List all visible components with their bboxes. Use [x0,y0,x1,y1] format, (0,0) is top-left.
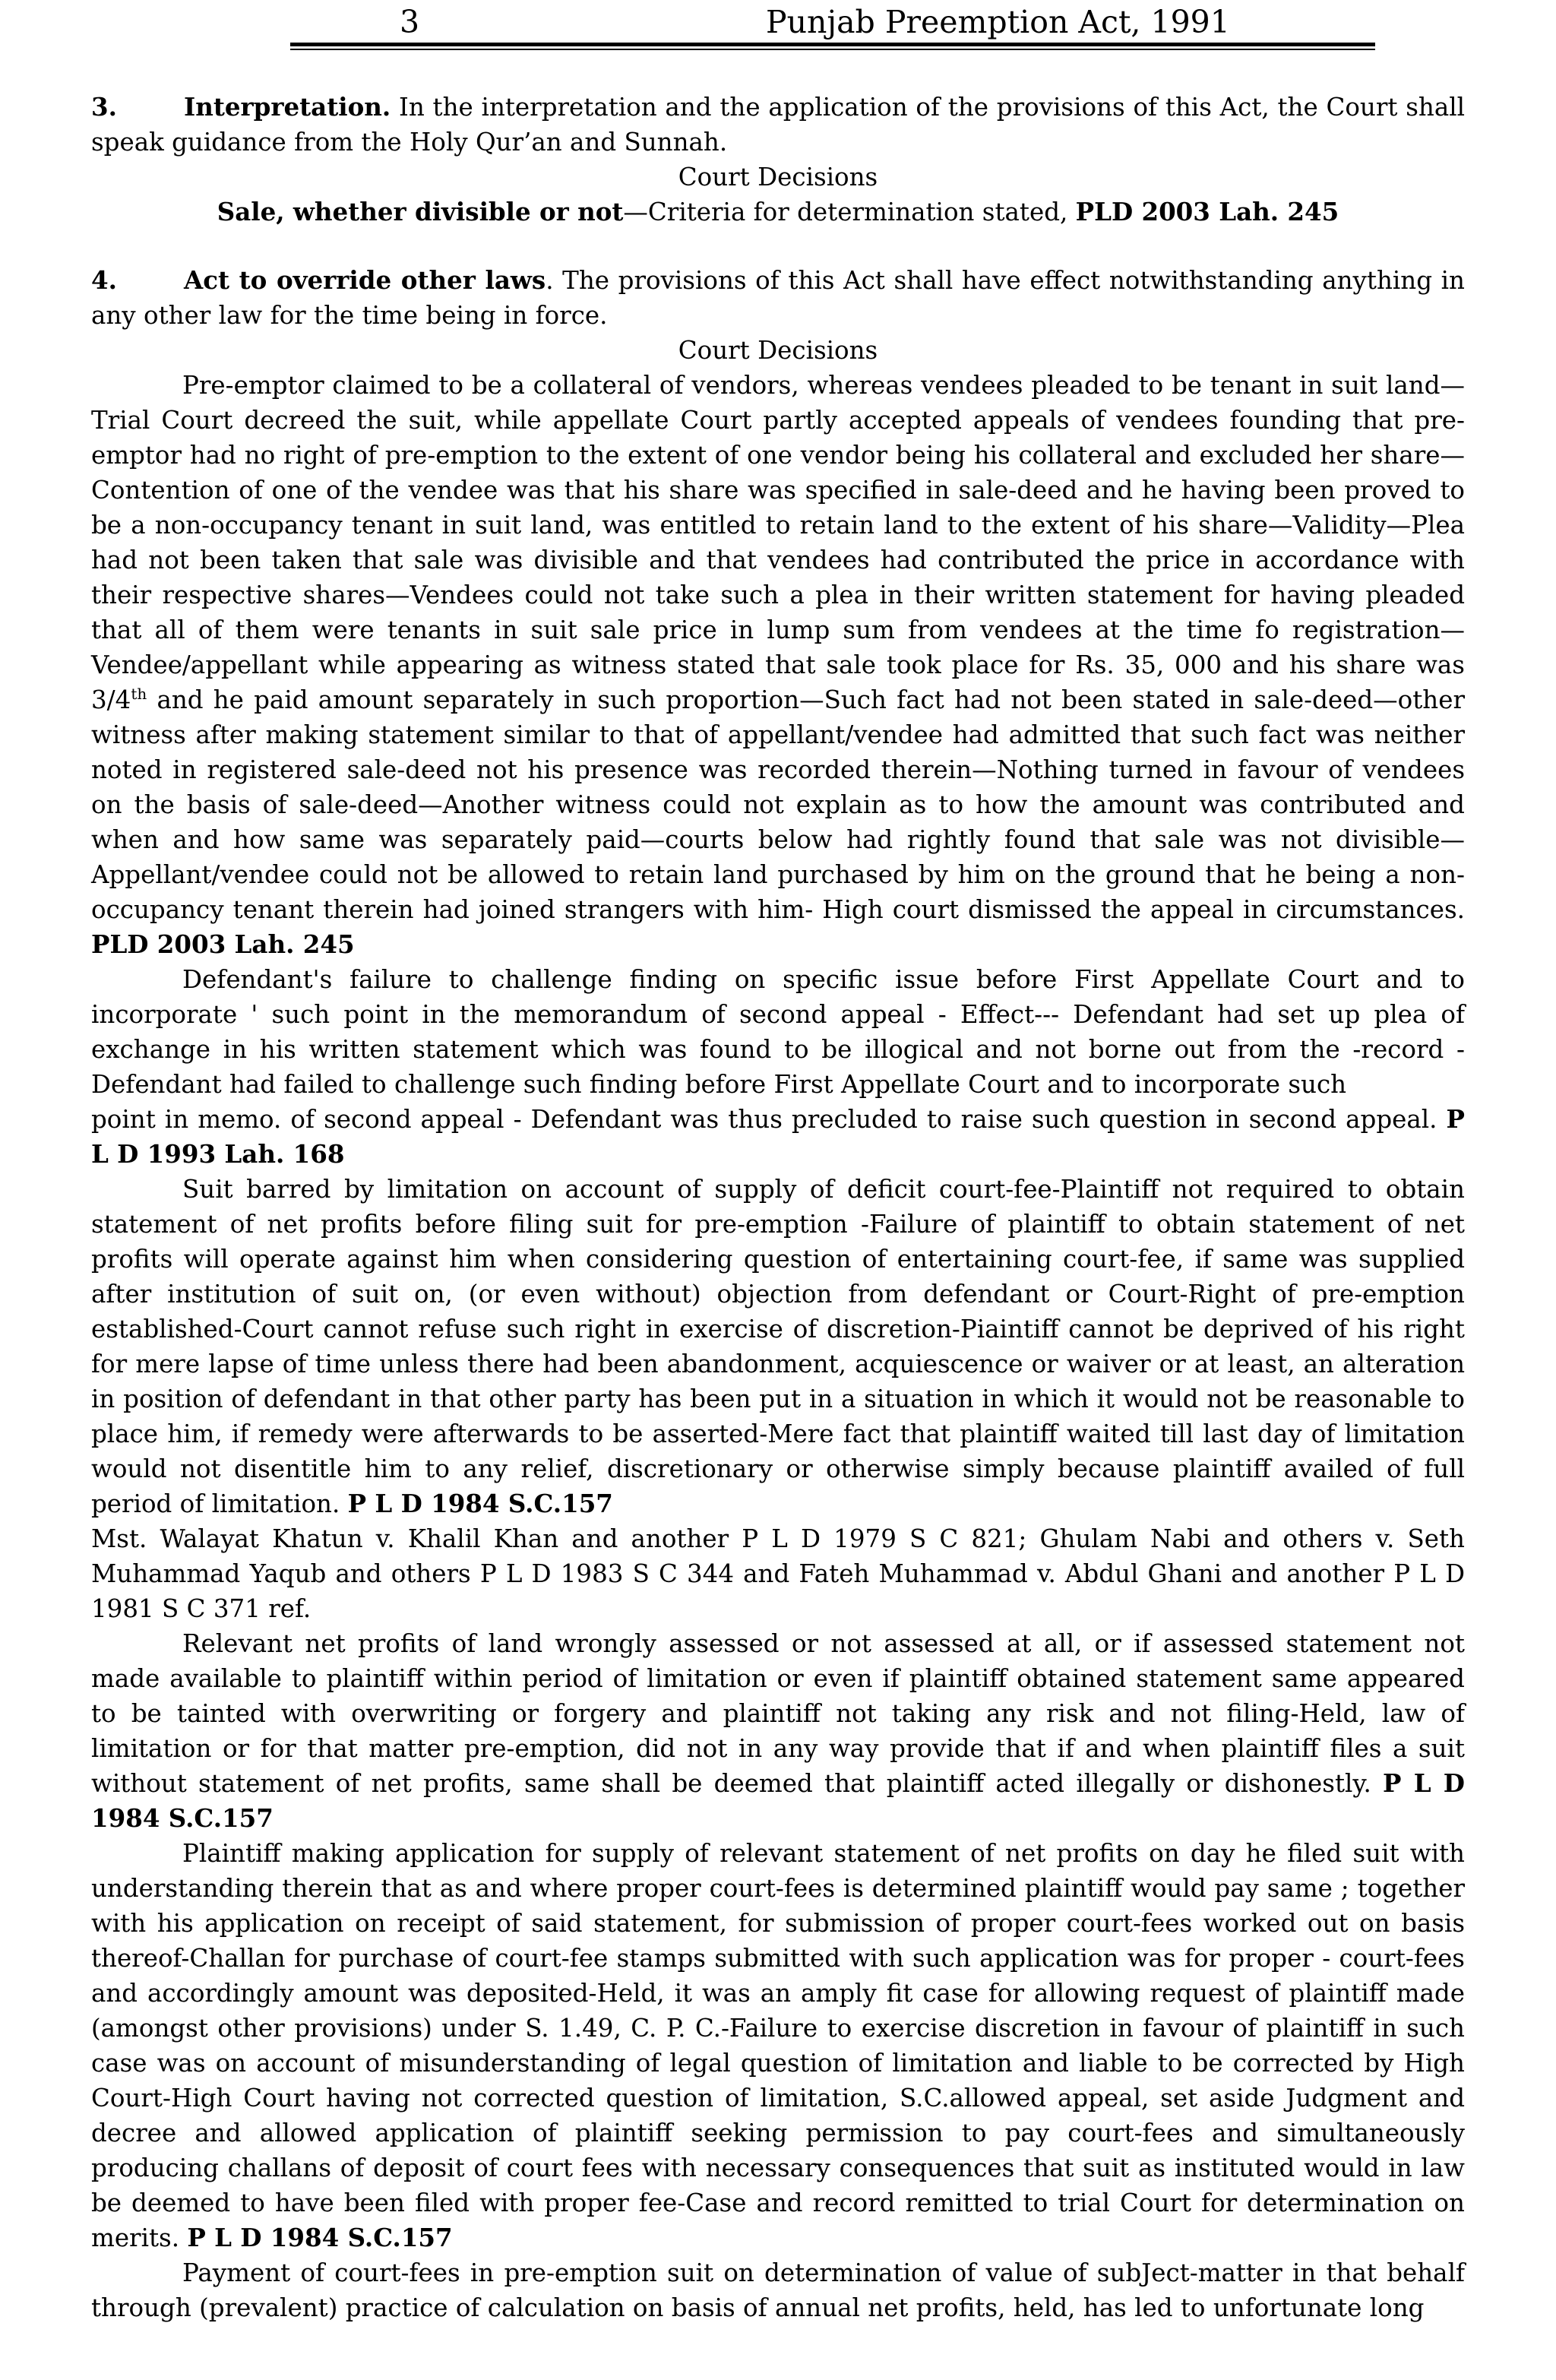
section-4 [91,263,1465,333]
running-title: Punjab Preemption Act, 1991 [766,4,1230,40]
decision-paragraph-5 [91,1626,1465,1836]
paragraph-text: Plaintiff making application for supply of relevant statement of net profits on day he filed suit with understanding therein that as and where proper court-fees is determined plaintiff would pay same ; together with his application on receipt of said statement, for submission of proper court-fees worked out on basis thereof-Challan for purchase of court-fee stamps submitted with such application was for proper - court-fees and accordingly amount was deposited-Held, it was an amply fit case for allowing request of plaintiff made (amongst other provisions) under S. 1.49, C. P. C.-Failure to exercise discretion in favour of plaintiff in such case was on account of misunderstanding of legal question of limitation and liable to be corrected by High Court-High Court having not corrected question of limitation, S.C.allowed appeal, set aside Judgment and decree and allowed application of plaintiff seeking permission to pay court-fees and simultaneously producing challans of deposit of court fees with necessary consequences that suit as instituted would in law be deemed to have been filed with proper fee-Case and record remitted to trial Court for determination on merits. [91,1839,1465,2252]
document-page [91,0,1465,2322]
decision-paragraph-6 [91,1836,1465,2255]
citation: P L D 1984 S.C.157 [187,2223,453,2252]
paragraph-text: Payment of court-fees in pre-emption suit on determination of value of subJect-matter in that behalf through (prevalent) practice of calculation on basis of annual net profits, held, has led to unfortunate long [91,2258,1465,2322]
paragraph-text: Pre-emptor claimed to be a collateral of vendors, whereas vendees pleaded to be tenant in suit land—Trial Court decreed the suit, while appellate Court partly accepted appeals of vendees founding that pre-emptor had no right of pre-emption to the extent of one vendor being his collateral and excluded her share—Contention of one of the vendee was that his share was specified in sale-deed and he having been proved to be a non-occupancy tenant in suit land, was entitled to retain land to the extent of his share—Validity—Plea had not been taken that sale was divisible and that vendees had contributed the price in accordance with their respective shares—Vendees could not take such a plea in their written statement for having pleaded that all of them were tenants in suit sale price in lump sum from vendees at the time fo registration—Vendee/appellant while appearing as witness stated that sale took place for Rs. 35, 000 and his share was 3/4 [91,371,1465,714]
citation: P L D 1984 S.C.157 [347,1489,613,1518]
decision-citation: PLD 2003 Lah. 245 [1075,197,1339,226]
decision-paragraph-7 [91,2255,1465,2325]
page-number: 3 [400,4,420,40]
decision-text: —Criteria for determination stated, [623,198,1076,226]
section-number: 3. [91,92,117,122]
decision-paragraph-2 [91,962,1465,1102]
citation: P L D 1984 S.C.157 [91,1768,1465,1833]
decision-paragraph-1 [91,368,1465,962]
paragraph-text: and he paid amount separately in such proportion—Such fact had not been stated in sale-deed—other witness after making statement similar to that of appellant/vendee had admitted that such fact was neither noted in registered sale-deed not his presence was recorded therein—Nothing turned in favour of vendees on the basis of sale-deed—Another witness could not explain as to how the amount was contributed and when and how same was separately paid—courts below had rightly found that sale was not divisible—Appellant/vendee could not be allowed to retain land purchased by him on the ground that he being a non-occupancy tenant therein had joined strangers with him- High court dismissed the appeal in circumstances. [91,685,1465,924]
paragraph-text: Mst. Walayat Khatun v. Khalil Khan and another P L D 1979 S C 821; Ghulam Nabi and others v. Seth Muhammad Yaqub and others P L D 1983 S C 344 and Fateh Muhammad v. Abdul Ghani and another P L D 1981 S C 371 ref. [91,1524,1465,1623]
section-3 [91,90,1465,160]
decision-entry [91,195,1465,229]
court-decisions-heading [91,333,1465,368]
header-rule-thin [290,49,1375,50]
paragraph-text: Relevant net profits of land wrongly assessed or not assessed at all, or if assessed statement not made available to plaintiff within period of limitation or even if plaintiff obtained statement same appeared to be tainted with overwriting or forgery and plaintiff not taking any risk and not filing-Held, law of limitation or for that matter pre-emption, did not in any way provide that if and when plaintiff files a suit without statement of net profits, same shall be deemed that plaintiff acted illegally or dishonestly. [91,1629,1465,1798]
decision-bold: Sale, whether divisible or not [217,197,624,226]
reference-paragraph [91,1521,1465,1626]
court-decisions-label: Court Decisions [678,163,878,191]
section-heading: Interpretation. [184,92,391,122]
court-decisions-label: Court Decisions [678,336,878,365]
paragraph-text: Suit barred by limitation on account of supply of deficit court-fee-Plaintiff not required to obtain statement of net profits before filing suit for pre-emption -Failure of plaintiff to obtain statement of net profits will operate against him when considering question of entertaining court-fee, if same was supplied after institution of suit on, (or even without) objection from defendant or Court-Right of pre-emption established-Court cannot refuse such right in exercise of discretion-Piaintiff cannot be deprived of his right for mere lapse of time unless there had been abandonment, acquiescence or waiver or at least, an alteration in position of defendant in that other party has been put in a situation in which it would not be reasonable to place him, if remedy were afterwards to be asserted-Mere fact that plaintiff waited till last day of limitation would not disentitle him to any relief, discretionary or otherwise simply because plaintiff availed of full period of limitation. [91,1175,1465,1518]
superscript: th [131,685,147,704]
header-rule-thick [290,43,1375,46]
paragraph-text: Defendant's failure to challenge finding on specific issue before First Appellate Court and to incorporate ' such point in the memorandum of second appeal - Effect--- Defendant had set up plea of exchange in his written statement which was found to be illogical and not borne out from the -record - Defendant had failed to challenge such finding before First Appellate Court and to incorporate such [91,965,1465,1099]
section-text: In the interpretation and the application of the provisions of this Act, the Court shall speak guidance from the Holy Qur’an and Sunnah. [91,93,1465,157]
decision-paragraph-2-cont [91,1102,1465,1172]
document-body [91,90,1465,2325]
decision-paragraph-3 [91,1172,1465,1521]
section-text: . The provisions of this Act shall have effect notwithstanding anything in any other law for the time being in force. [91,266,1465,330]
court-decisions-heading [91,160,1465,195]
section-number: 4. [91,265,117,295]
paragraph-text: point in memo. of second appeal - Defendant was thus precluded to raise such question in second appeal. [91,1105,1447,1134]
section-heading: Act to override other laws [184,265,546,295]
running-header [91,3,1465,41]
citation: P L D 1993 Lah. 168 [91,1104,1465,1169]
citation: PLD 2003 Lah. 245 [91,929,355,959]
